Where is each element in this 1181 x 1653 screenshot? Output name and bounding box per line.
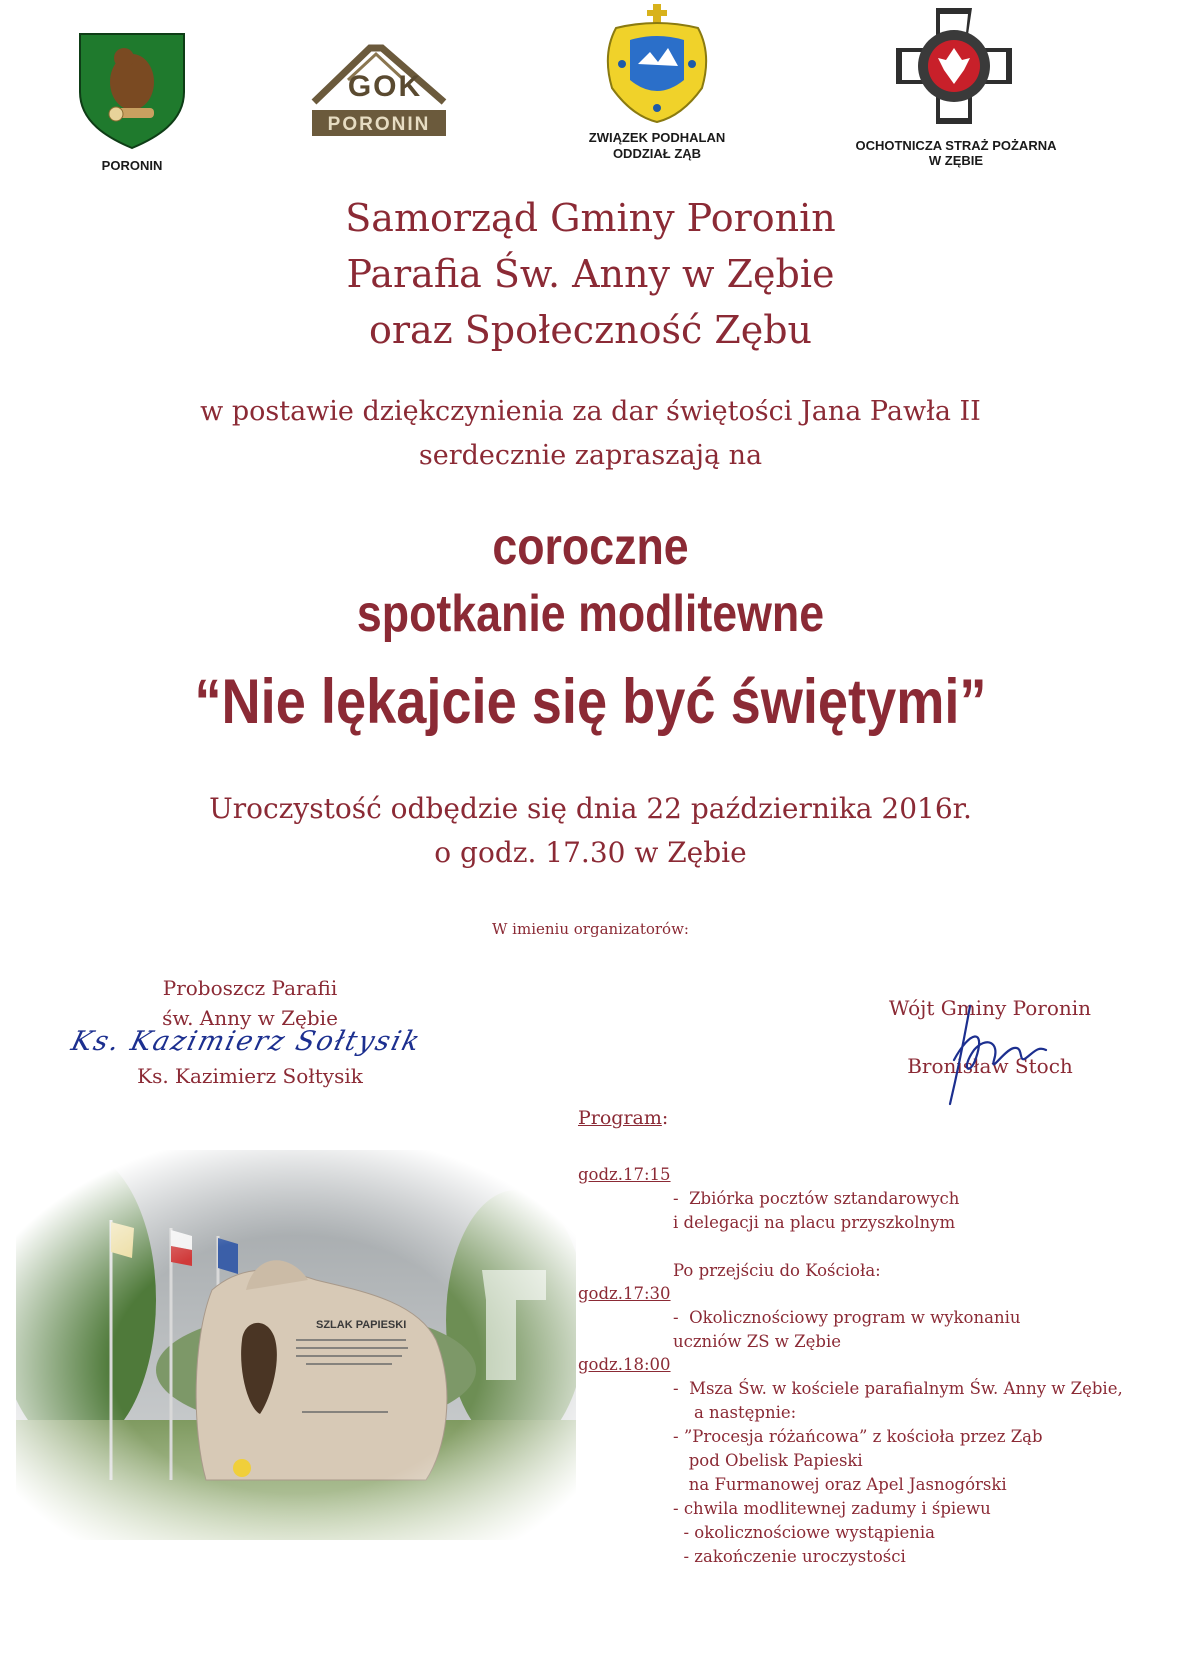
zwiazek-caption-1: ZWIĄZEK PODHALAN [588,130,726,145]
gok-top-text: GOK [347,70,423,103]
event-line-1: coroczne [492,518,689,576]
program-item-1-line-1: - Zbiórka pocztów sztandarowych [673,1189,960,1208]
intro-line-2: serdecznie zapraszają na [418,440,763,471]
on-behalf-label: W imieniu organizatorów: [492,920,689,938]
event-line-2: spotkanie modlitewne [356,585,825,643]
logo-osp [892,4,1016,128]
organizer-line-3: oraz Społeczność Zębu [368,308,813,352]
event-motto: “Nie lękajcie się być świętymi” [194,667,987,737]
osp-caption-2: W ZĘBIE [928,153,984,168]
osp-cross-icon [892,4,1016,128]
right-sign-name: Bronisław Stoch [907,1054,1073,1078]
signature-scribble-icon [930,1000,1050,1110]
logo-poronin [76,30,188,150]
program-time-3: godz.18:00 [578,1355,671,1374]
left-sign-name: Ks. Kazimierz Sołtysik [137,1064,363,1088]
program-item-3-line-3: - ”Procesja różańcowa” z kościoła przez Ząb [673,1427,1043,1446]
poronin-crest-icon [76,30,188,150]
logo-zwiazek-podhalan [598,4,716,124]
organizer-line-1: Samorząd Gminy Poronin [345,196,836,240]
right-sign-title: Wójt Gminy Poronin [888,996,1092,1020]
left-sign-title-1: Proboszcz Parafii [162,976,338,1000]
program-item-3-line-5: na Furmanowej oraz Apel Jasnogórski [673,1475,1007,1494]
organizer-line-2: Parafia Św. Anny w Zębie [346,252,835,296]
intro-line-1: w postawie dziękczynienia za dar świętości Jana Pawła II [200,396,981,427]
program-item-1-line-2: i delegacji na placu przyszkolnym [673,1213,956,1232]
date-line-2: o godz. 17.30 w Zębie [434,836,747,869]
program-time-1: godz.17:15 [578,1165,671,1184]
program-title: Program [578,1107,662,1129]
osp-caption-1: OCHOTNICZA STRAŻ POŻARNA [855,138,1057,153]
program-pre-2: Po przejściu do Kościoła: [673,1261,881,1280]
left-handwritten-signature: Ks. Kazimierz Sołtysik [68,1026,425,1057]
program-item-3-line-8: - zakończenie uroczystości [673,1547,906,1566]
program-item-3-line-2: a następnie: [673,1403,797,1422]
program-item-2-line-2: uczniów ZS w Zębie [673,1332,841,1351]
program-item-3-line-1: - Msza Św. w kościele parafialnym Św. Anny w Zębie, [673,1379,1123,1398]
gok-bottom-text: PORONIN [327,114,431,135]
program-item-3-line-7: - okolicznościowe wystąpienia [673,1523,936,1542]
program-item-3-line-4: pod Obelisk Papieski [673,1451,863,1470]
program-item-2-line-1: - Okolicznościowy program w wykonaniu [673,1308,1021,1327]
program-heading [578,1106,668,1131]
left-sign-title-2: św. Anny w Zębie [162,1006,338,1030]
program-item-3-line-6: - chwila modlitewnej zadumy i śpiewu [673,1499,991,1518]
zwiazek-crest-icon [598,4,716,124]
poronin-caption: PORONIN [101,158,163,173]
program-time-2: godz.17:30 [578,1284,671,1303]
date-line-1: Uroczystość odbędzie się dnia 22 października 2016r. [209,792,972,825]
right-handwritten-signature [930,1000,1050,1110]
monument-photo [16,1150,576,1540]
zwiazek-caption-2: ODDZIAŁ ZĄB [612,146,702,161]
program-title-suffix: : [661,1107,669,1129]
